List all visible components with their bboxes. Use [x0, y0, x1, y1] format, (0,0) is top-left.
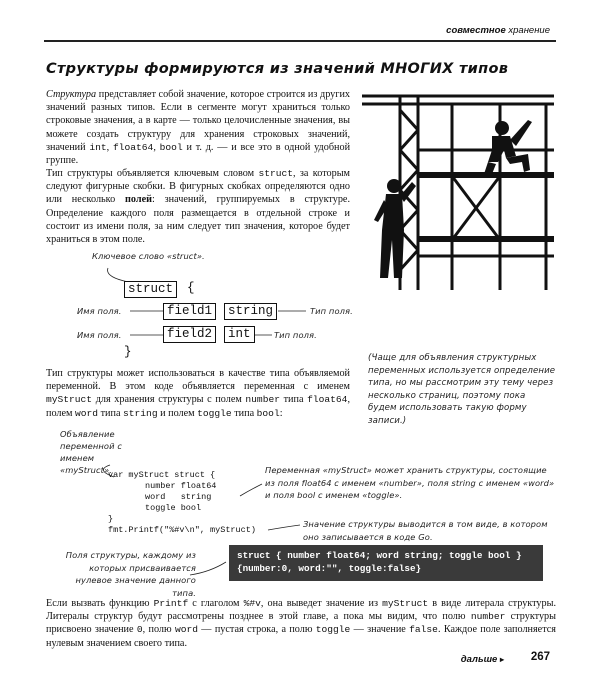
keyword-note: Ключевое слово «struct».: [92, 251, 205, 261]
var-note-arrow: [240, 484, 262, 496]
variable-note: Переменная «myStruct» может хранить структуры, состоящие из поля float64 с именем «number», поля string с именем «word» и поля bool с именем «toggle».: [265, 465, 555, 500]
print-note-arrow: [268, 525, 300, 530]
construction-workers-illustration: [360, 90, 556, 290]
field-name-note-1: Имя поля.: [77, 306, 122, 316]
field-name-note-2: Имя поля.: [77, 330, 122, 340]
open-brace: {: [187, 281, 195, 295]
type1-box: string: [224, 303, 277, 320]
intro-paragraph-2: Тип структуры объявляется ключевым словом struct, за которым следуют фигурные скобки. В фигурных скобках определяются одно или несколько полей: значений, группируемых в структуре. Определение каждого поля размещается в отдельной строке и состоит из имени поля, за ним следует тип значения, которое будет храниться в этом поле.: [46, 168, 350, 246]
code-line-3: word string: [145, 492, 212, 502]
struct-keyword-box: struct: [124, 281, 177, 298]
zero-value-note: Поля структуры, каждому из которых присваивается нулевое значение данного типа.: [65, 550, 196, 598]
field-type-note-2: Тип поля.: [274, 330, 317, 340]
intro-paragraph-1: Структура представляет собой значение, которое строится из других значений разных типов. Если в сегменте могут храниться только строковые значения, а в карте — только целочисленные значения, вы можете создать структуру для хранения строковых значений, значений int, float64, bool и т. д. — и все это в одной удобной группе.: [46, 89, 351, 167]
close-brace: }: [124, 345, 132, 359]
usage-paragraph: Тип структуры может использоваться в качестве типа объявляемой переменной. В этом коде объявляется переменная с именем myStruct для хранения структуры с полем number типа float64, полем word типа string и полем toggle типа bool:: [46, 368, 350, 419]
code-line-5: }: [108, 514, 114, 524]
code-line-2: number float64: [145, 481, 217, 491]
output-line-1: struct { number float64; word string; toggle bool }: [237, 550, 522, 561]
type2-box: int: [224, 326, 255, 343]
field2-box: field2: [163, 326, 216, 343]
code-line-1: var myStruct struct {: [108, 470, 216, 480]
output-line-2: {number:0, word:"", toggle:false}: [237, 563, 422, 574]
page-title: Структуры формируются из значений МНОГИХ типов: [46, 61, 509, 77]
print-note: Значение структуры выводится в том виде, в котором оно записывается в коде Go.: [303, 519, 548, 542]
page-number: 267: [530, 651, 550, 663]
code-line-4: toggle bool: [145, 503, 202, 513]
side-note: (Чаще для объявления структурных переменных используется определение типа, но мы рассмотрим эту тему через несколько страниц, поэтому пока будем использовать такую форму записи.): [368, 353, 556, 426]
header-rule: [44, 40, 556, 42]
code-line-6: fmt.Printf("%#v\n", myStruct): [108, 525, 256, 535]
explanation-paragraph: Если вызвать функцию Printf с глаголом %#v, она выведет значение из myStruct в виде литерала структуры. Литералы структур будут рассмотрены позднее в этой главе, а пока мы видим, что полю number структуры присвоено значение 0, полю word — пустая строка, а полю toggle — значение false. Каждое поле заполняется нулевым значением своего типа.: [46, 598, 557, 649]
next-arrow-icon: ▸: [499, 655, 504, 664]
field1-box: field1: [163, 303, 216, 320]
program-output: [229, 545, 543, 581]
declaration-note: Объявление переменной с именем «myStruct».: [60, 429, 122, 475]
field-type-note-1: Тип поля.: [310, 306, 353, 316]
section-label: совместное хранение: [446, 25, 550, 36]
next-page-link[interactable]: дальше ▸: [460, 654, 504, 665]
